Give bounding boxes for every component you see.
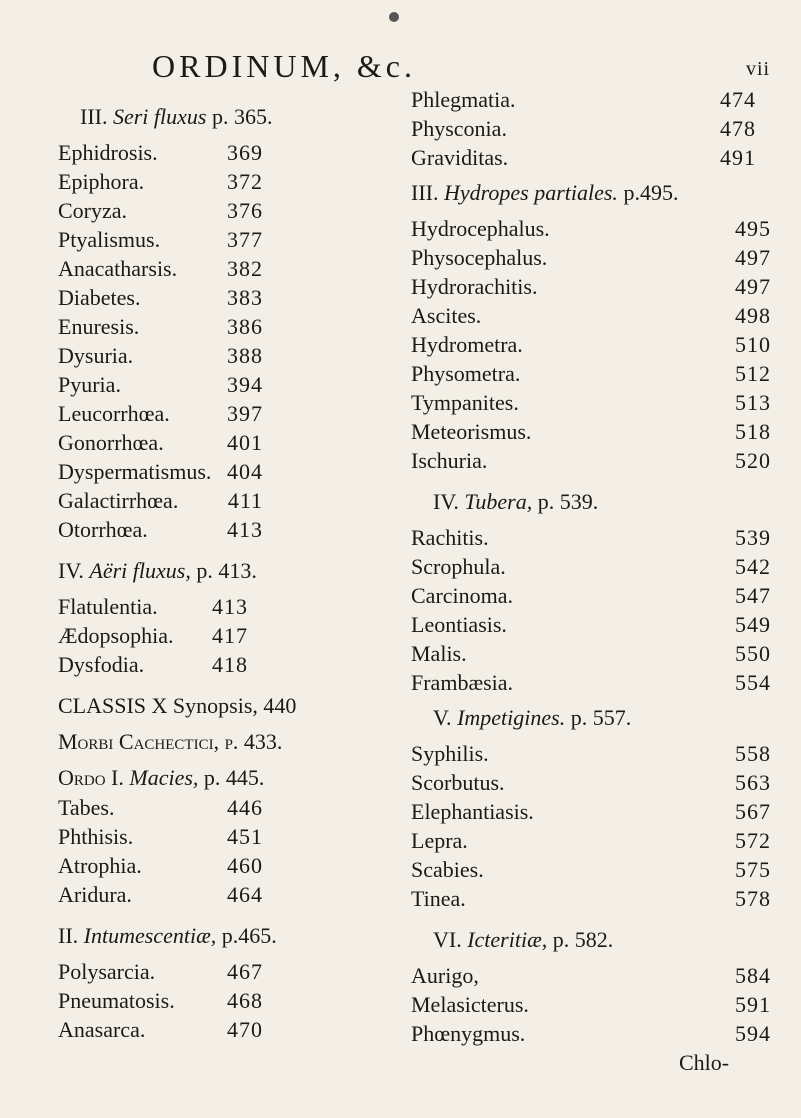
index-entry: Atrophia. 460 <box>58 853 263 878</box>
index-entry: Aurigo, 584 <box>411 963 771 988</box>
classis-line: CLASSIS X Synopsis, 440 <box>58 693 297 718</box>
index-entry: Hydrocephalus. 495 <box>411 216 771 241</box>
section-heading: VI. Icteritiæ, p. 582. <box>433 927 614 952</box>
index-entry: Flatulentia. 413 <box>58 594 248 619</box>
morbi-heading: Morbi Cachectici, p. 433. <box>58 729 283 754</box>
index-entry: Coryza. 376 <box>58 198 263 223</box>
index-entry: Diabetes. 383 <box>58 285 263 310</box>
section-heading: II. Intumescentiæ, p.465. <box>58 923 277 948</box>
section-heading: V. Impetigines. p. 557. <box>433 705 632 730</box>
index-entry: Scrophula. 542 <box>411 554 771 579</box>
index-entry: Hydrometra. 510 <box>411 332 771 357</box>
index-entry: Scorbutus. 563 <box>411 770 771 795</box>
index-entry: Phœnygmus. 594 <box>411 1021 771 1046</box>
left-column <box>58 102 328 1044</box>
index-entry: Physocephalus. 497 <box>411 245 771 270</box>
index-entry: Leucorrhœa. 397 <box>58 401 263 426</box>
index-entry: Ædopsophia. 417 <box>58 623 248 648</box>
index-entry: Scabies. 575 <box>411 857 771 882</box>
index-entry: Anacatharsis. 382 <box>58 256 263 281</box>
index-entry: Galactirrhœa. 411 <box>58 488 263 513</box>
index-entry: Carcinoma. 547 <box>411 583 771 608</box>
index-entry: Syphilis. 558 <box>411 741 771 766</box>
index-entry: Tinea. 578 <box>411 886 771 911</box>
index-entry: Lepra. 572 <box>411 828 771 853</box>
page-number: vii <box>746 58 771 80</box>
index-entry: Graviditas. 491 <box>411 145 756 170</box>
index-entry: Rachitis. 539 <box>411 525 771 550</box>
catchword: Chlo- <box>679 1050 730 1075</box>
index-entry: Phlegmatia. 474 <box>411 87 756 112</box>
ordo-heading: Ordo I. Macies, p. 445. <box>58 765 265 790</box>
running-head: ORDINUM, &c. <box>152 48 416 84</box>
section-heading: IV. Tubera, p. 539. <box>433 489 599 514</box>
right-column <box>411 85 791 1077</box>
ink-dot <box>389 12 399 22</box>
index-entry: Polysarcia. 467 <box>58 959 263 984</box>
index-entry: Physometra. 512 <box>411 361 771 386</box>
index-entry: Epiphora. 372 <box>58 169 263 194</box>
index-entry: Leontiasis. 549 <box>411 612 771 637</box>
index-entry: Aridura. 464 <box>58 882 263 907</box>
index-entry: Ascites. 498 <box>411 303 771 328</box>
index-entry: Pyuria. 394 <box>58 372 263 397</box>
index-entry: Tympanites. 513 <box>411 390 771 415</box>
index-entry: Malis. 550 <box>411 641 771 666</box>
section-heading: III. Seri fluxus p. 365. <box>80 104 273 129</box>
index-entry: Anasarca. 470 <box>58 1017 263 1042</box>
index-entry: Pneumatosis. 468 <box>58 988 263 1013</box>
index-entry: Enuresis. 386 <box>58 314 263 339</box>
index-entry: Otorrhœa. 413 <box>58 517 263 542</box>
index-entry: Dyspermatismus. 404 <box>58 459 263 484</box>
index-entry: Physconia. 478 <box>411 116 756 141</box>
index-entry: Phthisis. 451 <box>58 824 263 849</box>
index-entry: Melasicterus. 591 <box>411 992 771 1017</box>
index-entry: Elephantiasis. 567 <box>411 799 771 824</box>
index-entry: Ptyalismus. 377 <box>58 227 263 252</box>
index-entry: Tabes. 446 <box>58 795 263 820</box>
index-entry: Gonorrhœa. 401 <box>58 430 263 455</box>
index-entry: Ephidrosis. 369 <box>58 140 263 165</box>
section-heading: III. Hydropes partiales. p.495. <box>411 180 679 205</box>
index-entry: Meteorismus. 518 <box>411 419 771 444</box>
section-heading: IV. Aëri fluxus, p. 413. <box>58 558 257 583</box>
index-entry: Hydrorachitis. 497 <box>411 274 771 299</box>
index-entry: Dysuria. 388 <box>58 343 263 368</box>
index-entry: Ischuria. 520 <box>411 448 771 473</box>
index-entry: Dysfodia. 418 <box>58 652 248 677</box>
index-entry: Frambæsia. 554 <box>411 670 771 695</box>
